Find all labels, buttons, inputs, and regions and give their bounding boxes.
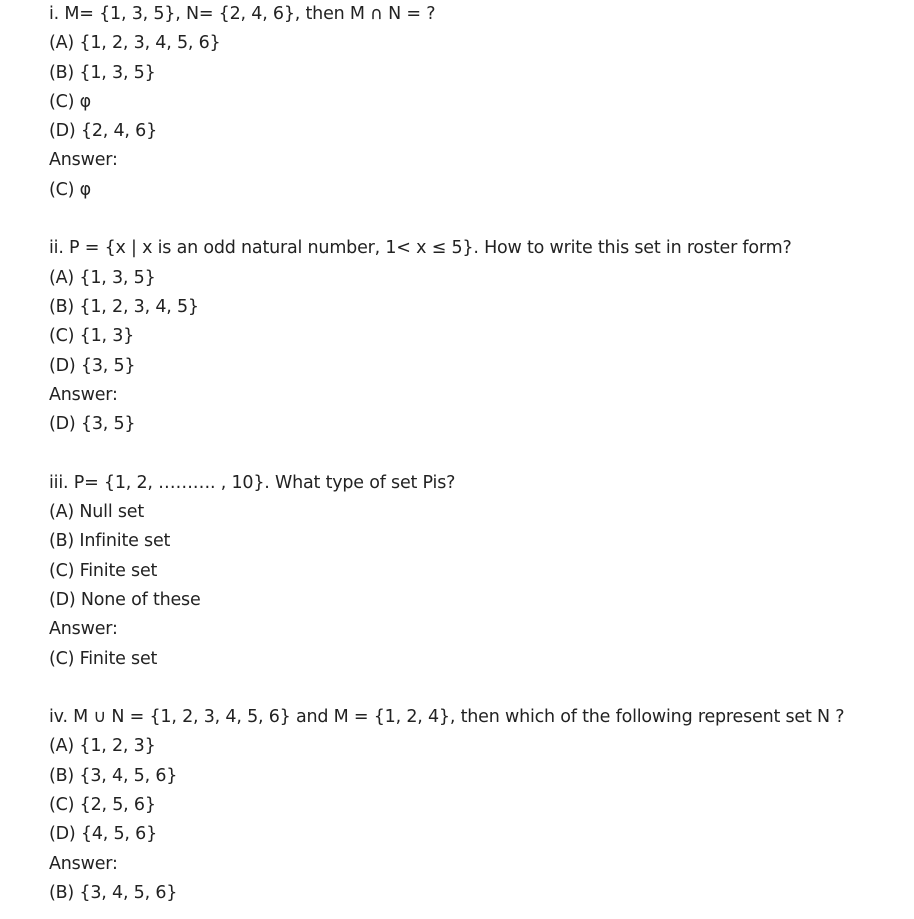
spacer [49,439,899,468]
mcq-content [49,0,899,908]
answer-value: (C) Finite set [49,648,158,669]
answer-value: (B) {3, 4, 5, 6} [49,882,178,903]
option-d: (D) {3, 5} [49,355,136,376]
answer-label: Answer: [49,150,118,171]
question-block-3 [49,469,899,674]
option-b: (B) {3, 4, 5, 6} [49,765,178,786]
option-d: (D) {4, 5, 6} [49,824,158,845]
option-b: (B) Infinite set [49,531,171,552]
option-a: (A) {1, 2, 3, 4, 5, 6} [49,33,221,54]
option-a: (A) Null set [49,502,145,523]
option-a: (A) {1, 2, 3} [49,736,156,757]
spacer [49,205,899,234]
option-c: (C) {2, 5, 6} [49,795,156,816]
question-block-2 [49,234,899,439]
question-text: iii. P= {1, 2, ………. , 10}. What type of set Pis? [49,472,456,493]
answer-label: Answer: [49,384,118,405]
question-block-1 [49,0,899,205]
option-d: (D) None of these [49,589,201,610]
answer-label: Answer: [49,853,118,874]
answer-value: (D) {3, 5} [49,414,136,435]
option-c: (C) {1, 3} [49,326,135,347]
answer-label: Answer: [49,619,118,640]
question-text: ii. P = {x | x is an odd natural number, 1< x ≤ 5}. How to write this set in roster form? [49,238,792,259]
question-text: iv. M ∪ N = {1, 2, 3, 4, 5, 6} and M = {1, 2, 4}, then which of the following represent set N ? [49,707,845,728]
question-block-4 [49,703,899,908]
option-c: (C) φ [49,91,91,112]
spacer [49,674,899,703]
option-a: (A) {1, 3, 5} [49,267,156,288]
option-b: (B) {1, 3, 5} [49,62,156,83]
question-text: i. M= {1, 3, 5}, N= {2, 4, 6}, then M ∩ N = ? [49,4,436,24]
answer-value: (C) φ [49,179,91,200]
option-d: (D) {2, 4, 6} [49,121,158,142]
option-b: (B) {1, 2, 3, 4, 5} [49,296,199,317]
option-c: (C) Finite set [49,560,158,581]
